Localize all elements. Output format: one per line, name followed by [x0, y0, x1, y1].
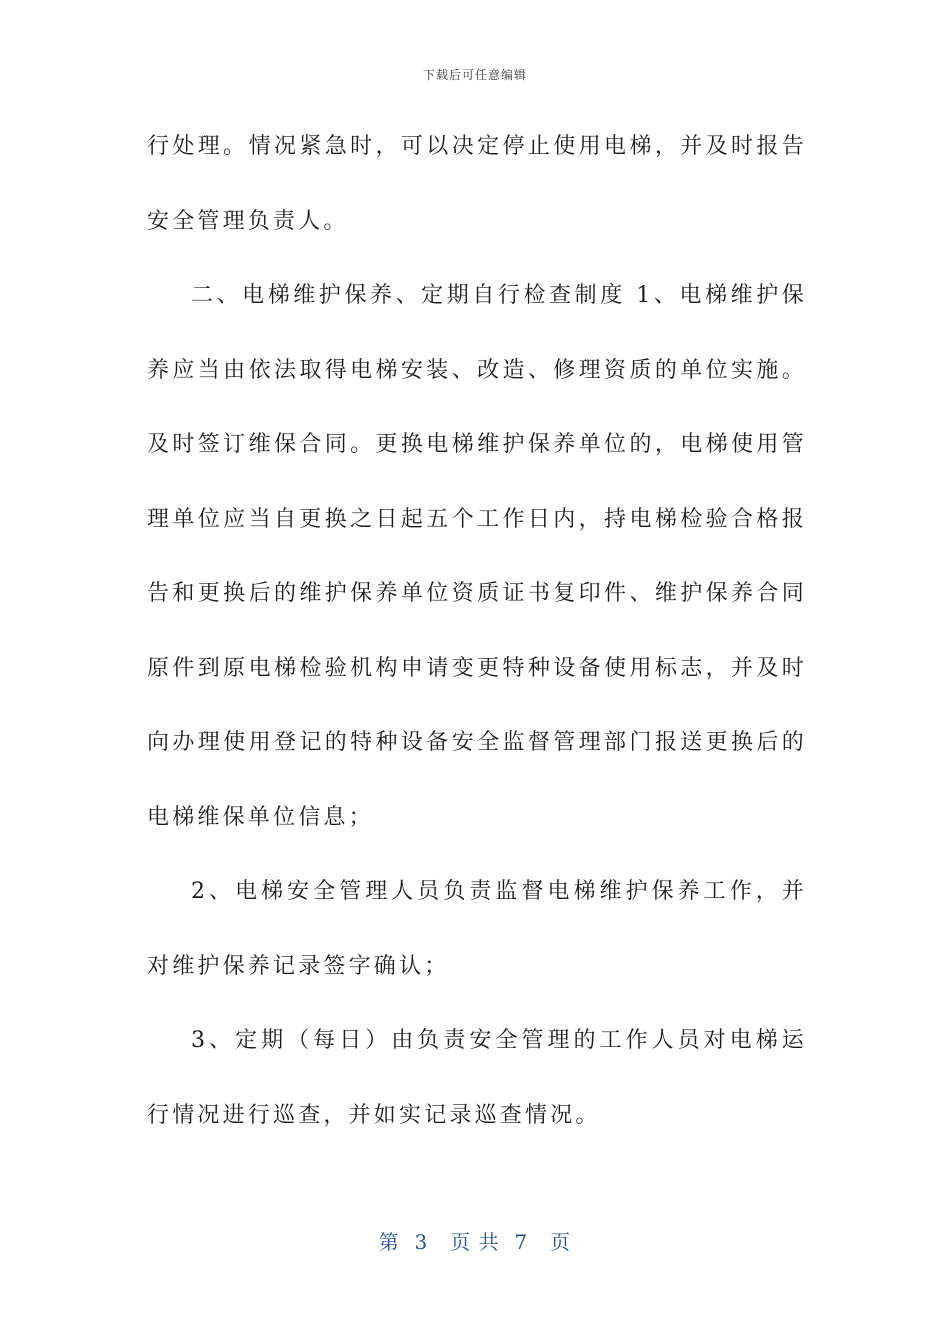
paragraph-item-3: 3、定期（每日）由负责安全管理的工作人员对电梯运行情况进行巡查，并如实记录巡查情况。	[147, 1028, 807, 1128]
page-number: 第 3 页 共 7 页	[378, 1230, 572, 1254]
paragraph-item-2: 2、电梯安全管理人员负责监督电梯维护保养工作，并对维护保养记录签字确认；	[147, 879, 807, 979]
paragraph-continuation: 行处理。情况紧急时，可以决定停止使用电梯，并及时报告安全管理负责人。	[147, 134, 807, 234]
document-body	[147, 110, 807, 1153]
header-note: 下载后可任意编辑	[422, 68, 527, 82]
paragraph-maintenance-system: 二、电梯维护保养、定期自行检查制度 1、电梯维护保养应当由依法取得电梯安装、改造、修理资质的单位实施。及时签订维保合同。更换电梯维护保养单位的，电梯使用管理单位应当自更换之日起五个工作日内，持电梯检验合格报告和更换后的维护保养单位资质证书复印件、维护保养合同原件到原电梯检验机构申请变更特种设备使用标志，并及时向办理使用登记的特种设备安全监督管理部门报送更换后的电梯维保单位信息；	[147, 283, 807, 830]
